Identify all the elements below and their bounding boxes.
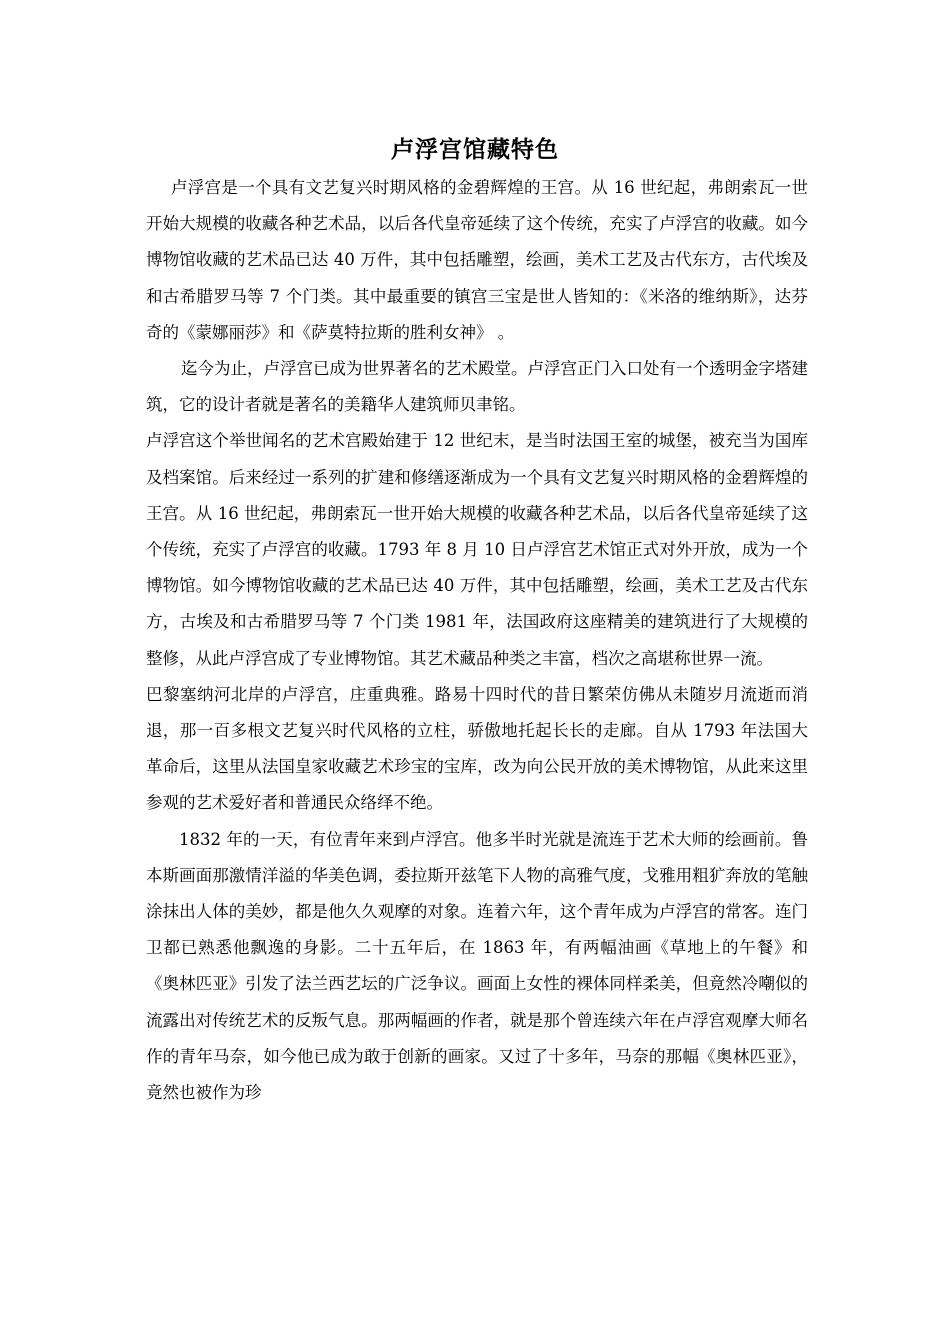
- document-body: [146, 170, 808, 1111]
- document-title: 卢浮宫馆藏特色: [391, 136, 559, 163]
- paragraph-manet: 1832 年的一天，有位青年来到卢浮宫。他多半时光就是流连于艺术大师的绘画前。鲁本斯画面那激情洋溢的华美色调，委拉斯开兹笔下人物的高雅气度，戈雅用粗犷奔放的笔触涂抹出人体的美妙，都是他久久观摩的对象。连着六年，这个青年成为卢浮宫的常客。连门卫都已熟悉他飘逸的身影。二十五年后，在 1863 年，有两幅油画《草地上的午餐》和《奥林匹亚》引发了法兰西艺坛的广泛争议。画面上女性的裸体同样柔美，但竟然冷嘲似的流露出对传统艺术的反叛气息。那两幅画的作者，就是那个曾连续六年在卢浮宫观摩大师名作的青年马奈，如今他已成为敢于创新的画家。又过了十多年，马奈的那幅《奥林匹亚》，竟然也被作为珍: [146, 829, 808, 1103]
- paragraph-pyramid: 迄今为止，卢浮宫已成为世界著名的艺术殿堂。卢浮宫正门入口处有一个透明金字塔建筑，它的设计者就是著名的美籍华人建筑师贝聿铭。: [146, 359, 808, 415]
- paragraph-seine: 巴黎塞纳河北岸的卢浮宫，庄重典雅。路易十四时代的昔日繁荣仿佛从未随岁月流逝而消退，那一百多根文艺复兴时代风格的立柱，骄傲地托起长长的走廊。自从 1793 年法国大革命后，这里从法国皇家收藏艺术珍宝的宝库，改为向公民开放的美术博物馆，从此来这里参观的艺术爱好者和普通民众络绎不绝。: [146, 684, 808, 813]
- paragraph-intro: 卢浮宫是一个具有文艺复兴时期风格的金碧辉煌的王宫。从 16 世纪起，弗朗索瓦一世开始大规模的收藏各种艺术品，以后各代皇帝延续了这个传统，充实了卢浮宫的收藏。如今博物馆收藏的艺术品已达 40 万件，其中包括雕塑，绘画，美术工艺及古代东方，古代埃及和古希腊罗马等 7 个门类。其中最重要的镇宫三宝是世人皆知的：《米洛的维纳斯》，达芬奇的《蒙娜丽莎》和《萨莫特拉斯的胜利女神》 。: [146, 178, 808, 342]
- paragraph-history: 卢浮宫这个举世闻名的艺术宫殿始建于 12 世纪末，是当时法国王室的城堡，被充当为国库及档案馆。后来经过一系列的扩建和修缮逐渐成为一个具有文艺复兴时期风格的金碧辉煌的王宫。从 16 世纪起，弗朗索瓦一世开始大规模的收藏各种艺术品，以后各代皇帝延续了这个传统，充实了卢浮宫的收藏。1793 年 8 月 10 日卢浮宫艺术馆正式对外开放，成为一个博物馆。如今博物馆收藏的艺术品已达 40 万件，其中包括雕塑，绘画，美术工艺及古代东方，古埃及和古希腊罗马等 7 个门类 1981 年，法国政府这座精美的建筑进行了大规模的整修，从此卢浮宫成了专业博物馆。其艺术藏品种类之丰富，档次之高堪称世界一流。: [146, 431, 808, 668]
